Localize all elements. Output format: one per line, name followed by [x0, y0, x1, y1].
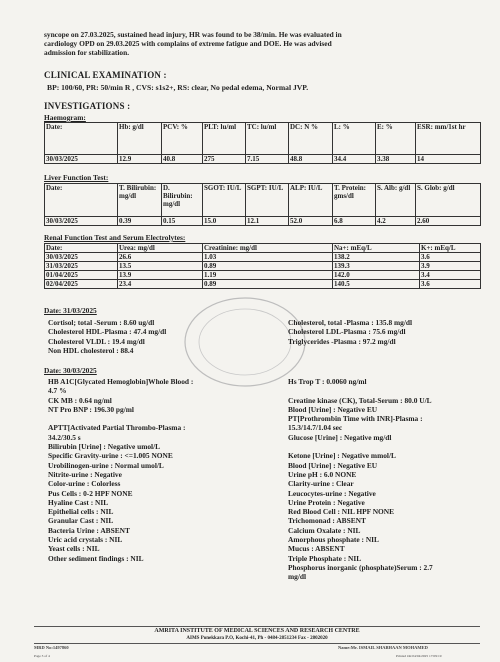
lab-result: Cholesterol VLDL : 19.4 mg/dl — [48, 336, 145, 346]
lab-results-right-column — [288, 377, 483, 582]
lab-result: 4.7 % — [48, 386, 67, 396]
lab-result: PT[Prothrombin Time with INR]-Plasma : — [288, 414, 423, 424]
table-cell: 0.89 — [203, 280, 333, 289]
clinical-examination-text: BP: 100/60, PR: 50/min R , CVS: s1s2+, RS: clear, No pedal edema, Normal JVP. — [47, 83, 309, 92]
table-cell: 01/04/2025 — [45, 271, 118, 280]
lab-result: Mucus : ABSENT — [288, 544, 345, 554]
lab-result: Hs Trop T : 0.0060 ng/ml — [288, 377, 367, 386]
table-cell: 139.3 — [333, 262, 420, 271]
table-cell: 3.6 — [420, 253, 481, 262]
table-cell: 14 — [416, 155, 481, 164]
lab-result: Uric acid crystals : NIL — [48, 535, 123, 545]
lab-result: Specific Gravity-urine : <=1.005 NONE — [48, 451, 173, 461]
footer-divider — [34, 643, 480, 644]
table-header-row — [45, 123, 481, 155]
lab-result: Bacteria Urine : ABSENT — [48, 525, 130, 535]
renal-function-title: Renal Function Test and Serum Electrolytes: — [44, 233, 186, 242]
table-cell: 6.8 — [333, 217, 376, 226]
table-cell: 3.9 — [420, 262, 481, 271]
lab-result: Red Blood Cell : NIL HPF NONE — [288, 507, 395, 517]
table-cell: 12.9 — [118, 155, 162, 164]
lab-results-left-column — [48, 377, 273, 563]
table-cell: 31/03/2025 — [45, 262, 118, 271]
table-row — [45, 253, 481, 262]
table-cell: 30/03/2025 — [45, 217, 118, 226]
table-header-cell: D. Bilirubin: mg/dl — [162, 184, 203, 217]
clinical-examination-heading: CLINICAL EXAMINATION : — [44, 70, 167, 80]
table-header-cell: Na+: mEq/L — [333, 244, 420, 253]
table-cell: 13.9 — [118, 271, 203, 280]
lab-result: Yeast cells : NIL — [48, 544, 100, 554]
lab-result — [288, 386, 483, 395]
table-cell: 140.5 — [333, 280, 420, 289]
table-header-cell: Hb: g/dl — [118, 123, 162, 155]
table-cell: 1.19 — [203, 271, 333, 280]
lab-result — [48, 414, 273, 423]
lab-result: Cholesterol HDL-Plasma : 47.4 mg/dl — [48, 327, 167, 337]
table-header-cell: SGPT: IU/L — [246, 184, 289, 217]
table-cell: 0.39 — [118, 217, 162, 226]
haemogram-table — [44, 122, 481, 164]
lab-result: 15.3/14.7/1.04 sec — [288, 423, 343, 433]
lab-result: Nitrite-urine : Negative — [48, 469, 122, 479]
table-row — [45, 271, 481, 280]
table-cell: 2.60 — [416, 217, 481, 226]
table-header-cell: S. Glob: g/dl — [416, 184, 481, 217]
lab-result: CK MB : 0.64 ng/ml — [48, 395, 112, 405]
table-cell: 138.2 — [333, 253, 420, 262]
lab-result: Hyaline Cast : NIL — [48, 497, 109, 507]
lab-result: APTT[Activated Partial Thrombo-Plasma : — [48, 423, 186, 433]
history-line: admission for stabilization. — [44, 48, 130, 57]
table-header-cell: SGOT: IU/L — [203, 184, 246, 217]
table-row — [45, 217, 481, 226]
lab-result: Glucose [Urine] : Negative mg/dl — [288, 432, 392, 442]
table-cell: 0.89 — [203, 262, 333, 271]
lab-result: HB A1C[Glycated Hemoglobin]Whole Blood : — [48, 377, 194, 386]
mrd-number: MRD No:1497860 — [34, 645, 69, 650]
patient-name: Name:Mr. ISMAIL SHABHAAN MOHAMED — [338, 645, 428, 650]
lab-result: Leucocytes-urine : Negative — [288, 488, 376, 498]
table-header-cell: TC: lu/ml — [246, 123, 289, 155]
printed-on: Printed On:04/04/2025 17:09:19 — [396, 654, 442, 658]
table-header-cell: Date: — [45, 123, 118, 155]
lab-result: Blood [Urine] : Negative EU — [288, 460, 378, 470]
table-cell: 23.4 — [118, 280, 203, 289]
liver-function-table — [44, 183, 481, 226]
lab-result: Non HDL cholesterol : 88.4 — [48, 345, 134, 355]
table-header-cell: Creatinine: mg/dl — [203, 244, 333, 253]
lab-result: 34.2/30.5 s — [48, 432, 81, 442]
lab-result: Cholesterol, total -Plasma : 135.8 mg/dl — [288, 318, 413, 327]
table-cell: 34.4 — [333, 155, 376, 164]
table-cell: 142.0 — [333, 271, 420, 280]
lab-results-right-column — [288, 318, 478, 346]
table-header-cell: E: % — [376, 123, 416, 155]
date-section-label: Date: 31/03/2025 — [44, 306, 97, 315]
renal-function-table — [44, 243, 481, 289]
lab-result: Amorphous phosphate : NIL — [288, 535, 379, 545]
table-cell: 3.6 — [420, 280, 481, 289]
lab-result: Cholesterol LDL-Plasma : 75.6 mg/dl — [288, 327, 406, 337]
table-header-cell: Date: — [45, 184, 118, 217]
table-header-cell: ESR: mm/1st hr — [416, 123, 481, 155]
lab-result: Triglycerides -Plasma : 97.2 mg/dl — [288, 336, 396, 346]
footer-divider — [34, 626, 480, 627]
table-row — [45, 155, 481, 164]
haemogram-title: Haemogram: — [44, 113, 86, 122]
table-header-cell: PCV: % — [162, 123, 203, 155]
table-cell: 40.8 — [162, 155, 203, 164]
table-header-cell: DC: N % — [289, 123, 333, 155]
table-cell: 3.38 — [376, 155, 416, 164]
investigations-heading: INVESTIGATIONS : — [44, 101, 131, 111]
lab-result: Clarity-urine : Clear — [288, 479, 354, 489]
table-cell: 13.5 — [118, 262, 203, 271]
lab-result: Other sediment findings : NIL — [48, 553, 144, 563]
table-cell: 48.8 — [289, 155, 333, 164]
table-row — [45, 262, 481, 271]
lab-result: Color-urine : Colorless — [48, 479, 121, 489]
lab-results-left-column — [48, 318, 258, 355]
lab-result: Granular Cast : NIL — [48, 516, 114, 526]
footer-institute-name: AMRITA INSTITUTE OF MEDICAL SCIENCES AND RESEARCH CENTRE — [154, 628, 360, 634]
lab-result: Ketone [Urine] : Negative mmol/L — [288, 451, 396, 461]
table-header-row — [45, 244, 481, 253]
lab-result: Epithelial cells : NIL — [48, 507, 114, 517]
lab-result: mg/dl — [288, 572, 307, 582]
liver-function-title: Liver Function Test: — [44, 173, 109, 182]
table-cell: 52.0 — [289, 217, 333, 226]
table-cell: 02/04/2025 — [45, 280, 118, 289]
date-section-label: Date: 30/03/2025 — [44, 366, 97, 375]
table-cell: 30/03/2025 — [45, 155, 118, 164]
table-cell: 4.2 — [376, 217, 416, 226]
lab-result: Urine pH : 6.0 NONE — [288, 469, 357, 479]
table-header-cell: K+: mEq/L — [420, 244, 481, 253]
table-header-cell: Urea: mg/dl — [118, 244, 203, 253]
lab-result: Urobilinogen-urine : Normal umol/L — [48, 460, 164, 470]
lab-result: Pus Cells : 0-2 HPF NONE — [48, 488, 133, 498]
table-header-cell: PLT: lu/ml — [203, 123, 246, 155]
table-cell: 26.6 — [118, 253, 203, 262]
table-header-cell: T. Bilirubin: mg/dl — [118, 184, 162, 217]
lab-result: Creatine kinase (CK), Total-Serum : 80.0 U/L — [288, 395, 432, 405]
table-cell: 15.0 — [203, 217, 246, 226]
table-header-cell: S. Alb: g/dl — [376, 184, 416, 217]
table-header-row — [45, 184, 481, 217]
table-cell: 0.15 — [162, 217, 203, 226]
lab-result: Calcium Oxalate : NIL — [288, 525, 361, 535]
table-cell: 275 — [203, 155, 246, 164]
table-header-cell: T. Protein: gms/dl — [333, 184, 376, 217]
history-line: cardiology OPD on 29.03.2025 with complains of extreme fatigue and DOE. He was advised — [44, 39, 332, 48]
history-line: syncope on 27.03.2025, sustained head injury, HR was found to be 38/min. He was evaluated in — [44, 30, 342, 39]
table-header-cell: Date: — [45, 244, 118, 253]
lab-result: Urine Protein : Negative — [288, 497, 365, 507]
table-header-cell: ALP: IU/L — [289, 184, 333, 217]
history-paragraph — [44, 30, 478, 57]
lab-result: Trichomonad : ABSENT — [288, 516, 366, 526]
lab-result: Triple Phosphate : NIL — [288, 553, 362, 563]
table-row — [45, 280, 481, 289]
lab-result: Cortisol; total -Serum : 8.60 ug/dl — [48, 318, 155, 327]
table-cell: 30/03/2025 — [45, 253, 118, 262]
table-cell: 12.1 — [246, 217, 289, 226]
lab-result: Blood [Urine] : Negative EU — [288, 404, 378, 414]
table-header-cell: L: % — [333, 123, 376, 155]
table-cell: 3.4 — [420, 271, 481, 280]
lab-result: Phosphorus inorganic (phosphate)Serum : 2.7 — [288, 562, 433, 572]
lab-result: NT Pro BNP : 196.30 pg/ml — [48, 404, 134, 414]
lab-result: Bilirubin [Urine] : Negative umol/L — [48, 442, 161, 452]
footer-address: AIMS Ponekkara P.O, Kochi-41, Ph - 0484-2851234 Fax - 2802020 — [186, 636, 328, 641]
table-cell: 7.15 — [246, 155, 289, 164]
page-number: Page 3 of 4 — [34, 654, 50, 658]
table-cell: 1.03 — [203, 253, 333, 262]
lab-result — [288, 442, 483, 451]
